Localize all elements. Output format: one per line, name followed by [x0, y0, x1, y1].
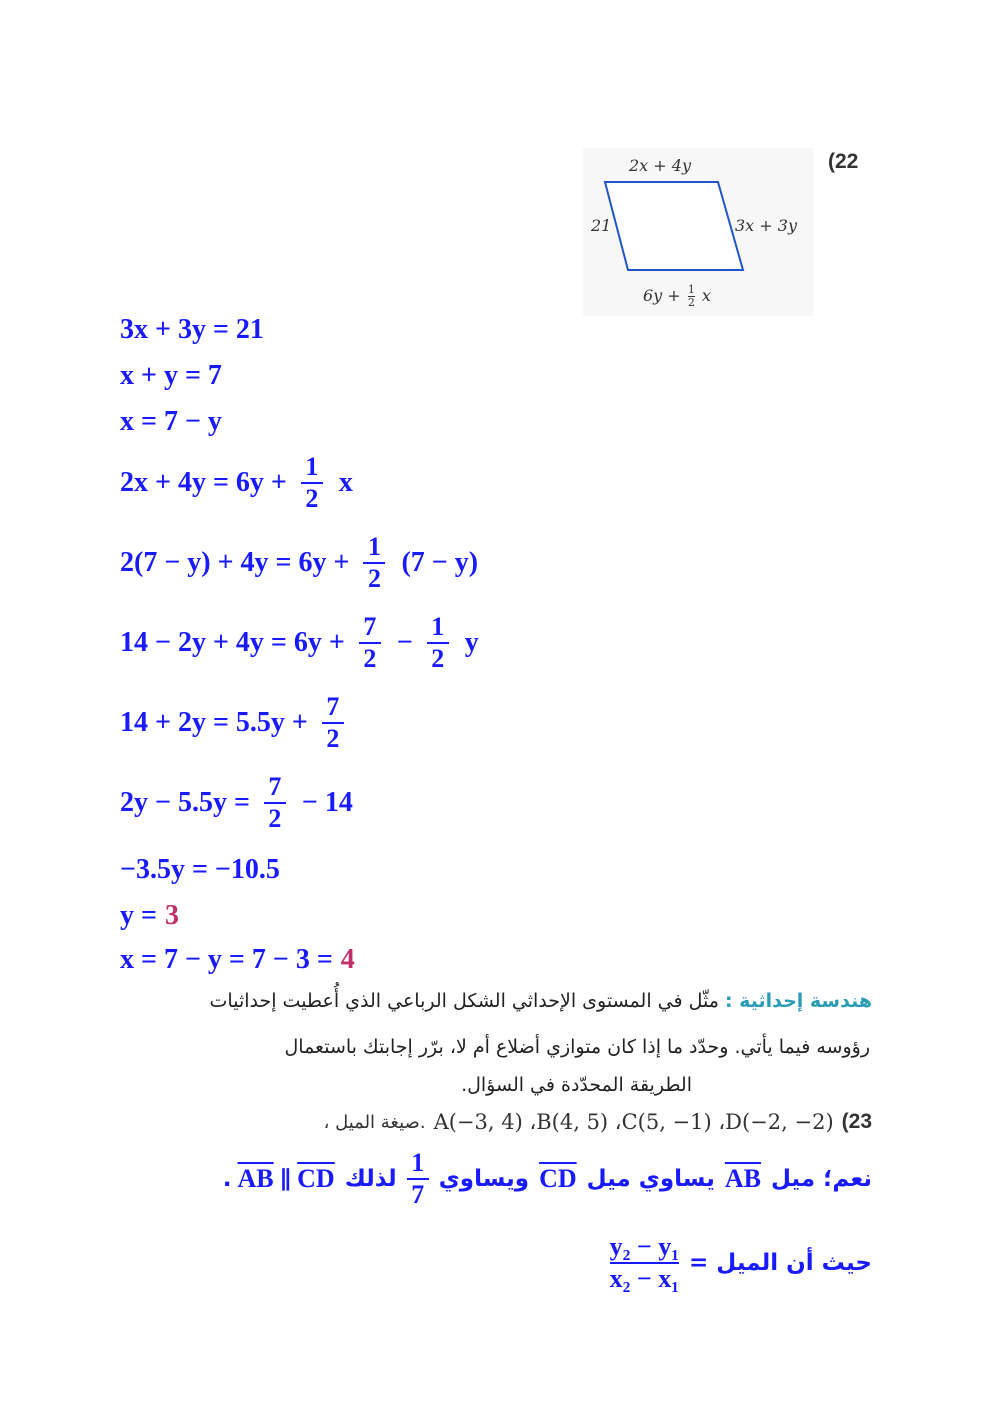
segment-ab: $\overline{AB}$ [724, 1164, 761, 1193]
section-title: هندسة إحداثية : [724, 990, 872, 1012]
slope-formula-line [610, 1232, 872, 1294]
step-8-fraction [264, 772, 294, 834]
step-2: x + y = 7 [120, 360, 222, 391]
step-4 [120, 452, 361, 514]
bottom-label-suffix: x [701, 286, 711, 305]
step-4-fraction [301, 452, 331, 514]
step-5-den: 2 [367, 564, 381, 593]
step-8-right: − 14 [301, 787, 353, 818]
parallelogram-shape [605, 182, 743, 270]
answer-part1: نعم؛ ميل [770, 1166, 872, 1192]
step-4-left: 2x + 4y = 6y + [120, 467, 287, 498]
section-line-3: الطريقة المحدّدة في السؤال. [461, 1074, 692, 1096]
step-6-left: 14 − 2y + 4y = 6y + [120, 627, 345, 658]
step-5 [120, 532, 486, 594]
section-line-1 [210, 990, 872, 1012]
left-side-label: 21 [591, 216, 612, 235]
problem-22-number: (22 [828, 150, 859, 173]
step-8-den: 2 [268, 804, 282, 833]
bottom-frac-num: 1 [687, 283, 695, 296]
step-6-den2: 2 [431, 644, 445, 673]
slope-value-num: 1 [411, 1148, 425, 1177]
step-1: 3x + 3y = 21 [120, 314, 264, 345]
top-side-label: 2x + 4y [629, 156, 691, 175]
step-9: −3.5y = −10.5 [120, 854, 280, 885]
answer-line [223, 1148, 872, 1210]
step-5-num: 1 [367, 532, 381, 561]
x-result: 4 [340, 944, 355, 975]
answer-part2: يساوي ميل [586, 1166, 715, 1192]
answer-end: . [222, 1166, 232, 1192]
section-line-2: رؤوسه فيما يأتي. وحدّد ما إذا كان متوازي أضلاع أم لا، برّر إجابتك باستعمال [284, 1036, 870, 1058]
problem-23-points: A(−3, 4) ،B(4, 5) ،C(5, −1) ،D(−2, −2) [433, 1110, 834, 1134]
bottom-label-prefix: 6y + [643, 286, 681, 305]
step-5-right: (7 − y) [401, 547, 479, 578]
step-11 [120, 944, 363, 976]
step-6-den1: 2 [363, 644, 377, 673]
step-8-num: 7 [268, 772, 282, 801]
step-6 [120, 612, 487, 674]
slope-value-den: 7 [411, 1180, 425, 1209]
parallel-statement [223, 1164, 335, 1194]
step-6-num2: 1 [431, 612, 445, 641]
bottom-side-label [643, 284, 711, 309]
bottom-label-fraction [688, 284, 695, 309]
segment-cd: $\overline{CD}$ [539, 1164, 577, 1193]
step-8 [120, 772, 361, 834]
step-7-num: 7 [326, 692, 340, 721]
step-6-right: y [464, 627, 479, 658]
slope-formula [610, 1232, 679, 1294]
step-4-num: 1 [305, 452, 319, 481]
problem-23 [324, 1110, 872, 1134]
right-side-label: 3x + 3y [735, 216, 797, 235]
section-text-1: مثّل في المستوى الإحداثي الشكل الرباعي الذي أُعطيت إحداثيات [209, 990, 719, 1012]
parallel-symbol: ∥ [279, 1166, 292, 1192]
step-7-den: 2 [326, 724, 340, 753]
slope-formula-num: y₂ − y₁ [609, 1232, 680, 1261]
step-7 [120, 692, 360, 754]
slope-value-fraction [407, 1148, 429, 1210]
step-11-left: x = 7 − y = 7 − 3 = [120, 944, 333, 975]
segment-ab-2: $\overline{AB}$ [237, 1164, 274, 1193]
y-result: 3 [164, 900, 179, 931]
step-6-fraction-1 [359, 612, 389, 674]
problem-23-number: (23 [841, 1110, 872, 1133]
parallelogram-figure [583, 148, 813, 316]
step-6-fraction-2 [427, 612, 457, 674]
step-10 [120, 900, 187, 932]
step-4-den: 2 [305, 484, 319, 513]
answer-part3: ويساوي [438, 1166, 530, 1192]
segment-cd-2: $\overline{CD}$ [297, 1164, 335, 1193]
bottom-frac-den: 2 [687, 296, 695, 309]
step-5-fraction [363, 532, 393, 594]
step-3: x = 7 − y [120, 406, 222, 437]
step-7-fraction [322, 692, 352, 754]
step-6-mid: − [396, 627, 413, 658]
step-5-left: 2(7 − y) + 4y = 6y + [120, 547, 350, 578]
step-7-left: 14 + 2y = 5.5y + [120, 707, 308, 738]
answer-part4: لذلك [344, 1166, 397, 1192]
step-4-right: x [338, 467, 353, 498]
step-10-left: y = [120, 900, 157, 931]
step-6-num1: 7 [363, 612, 377, 641]
slope-formula-den: x₂ − x₁ [609, 1264, 680, 1293]
slope-label: حيث أن الميل = [689, 1250, 872, 1276]
problem-23-method: ، صيغة الميل. [323, 1111, 426, 1133]
step-8-left: 2y − 5.5y = [120, 787, 250, 818]
